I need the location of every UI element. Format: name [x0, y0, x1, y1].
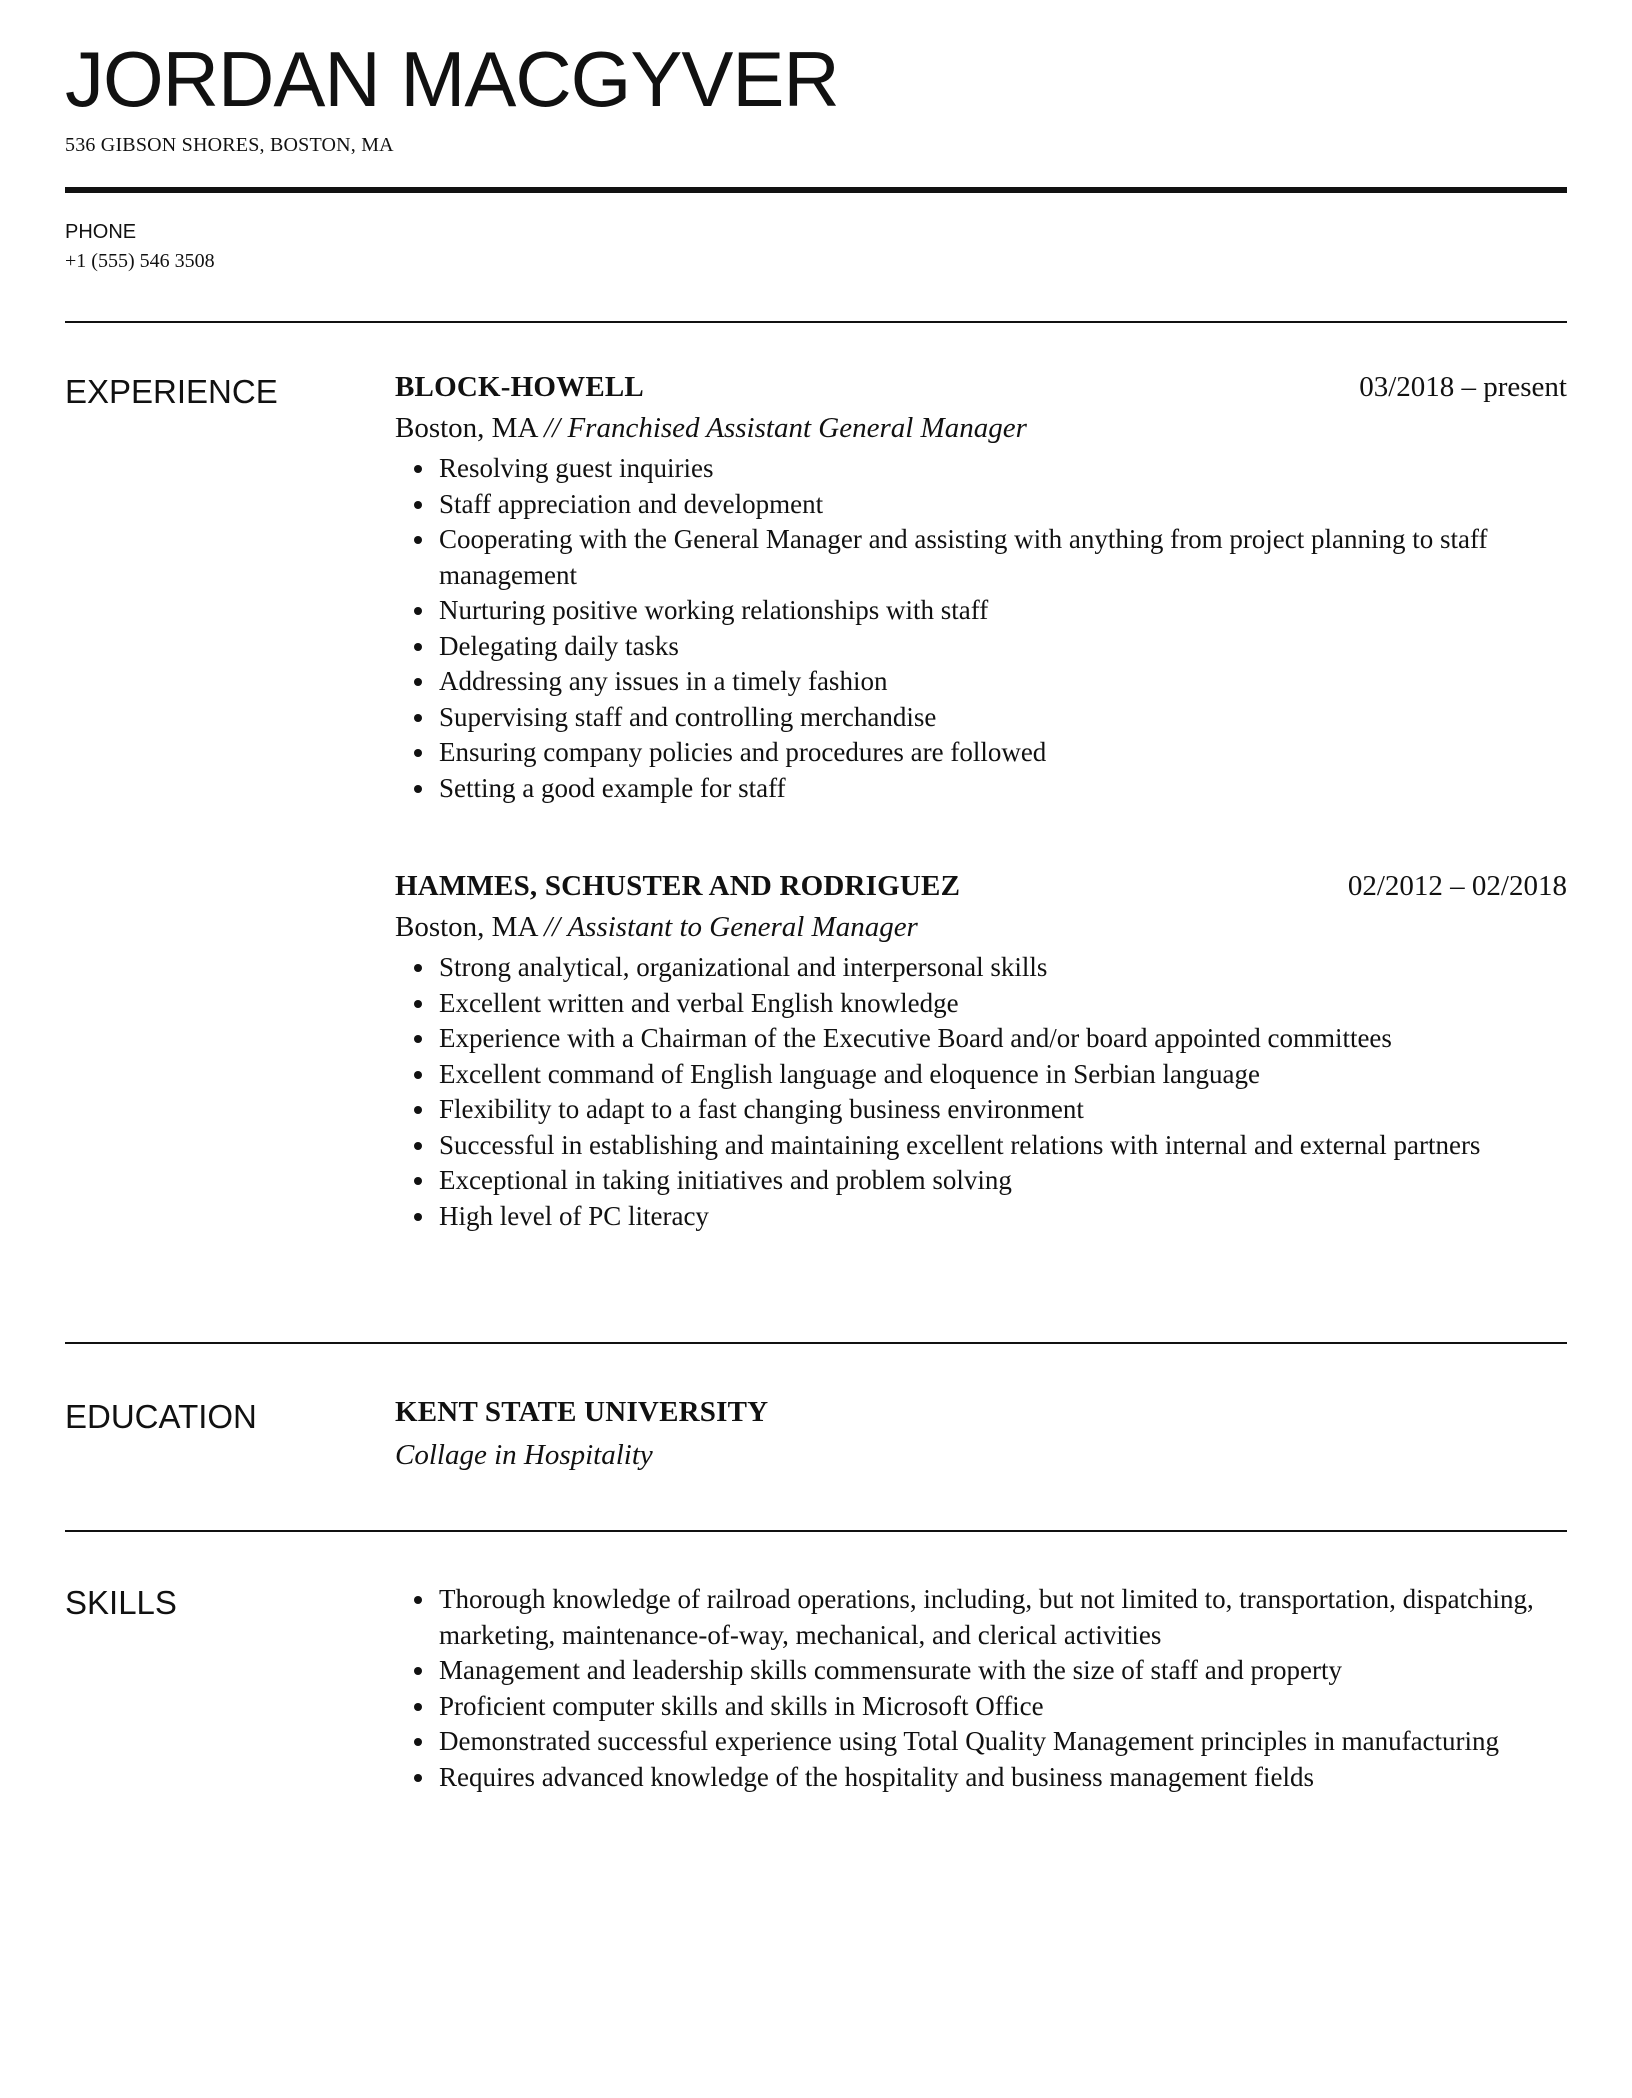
list-item: • Flexibility to adapt to a fast changing business environment [437, 1092, 1567, 1128]
job-dates: 03/2018 – present [1359, 371, 1567, 403]
job-subtitle [395, 412, 1567, 445]
job-header [395, 371, 1567, 404]
list-item: • Resolving guest inquiries [437, 451, 1567, 487]
list-item: • Addressing any issues in a timely fashion [437, 664, 1567, 700]
skills-list [395, 1582, 1567, 1795]
candidate-name: JORDAN MACGYVER [65, 35, 839, 123]
list-item: • Requires advanced knowledge of the hospitality and business management fields [437, 1760, 1567, 1796]
list-item: • Cooperating with the General Manager and assisting with anything from project planning to staff management [437, 522, 1567, 593]
list-item: • Excellent command of English language and eloquence in Serbian language [437, 1057, 1567, 1093]
skills-heading: SKILLS [65, 1584, 177, 1621]
school-name: KENT STATE UNIVERSITY [395, 1396, 769, 1428]
skills-bullets [395, 1582, 1567, 1795]
job-title: Franchised Assistant General Manager [567, 412, 1027, 444]
list-item: • Delegating daily tasks [437, 629, 1567, 665]
list-item: • High level of PC literacy [437, 1199, 1567, 1235]
list-item: • Successful in establishing and maintaining excellent relations with internal and external partners [437, 1128, 1567, 1164]
list-item: • Excellent written and verbal English knowledge [437, 986, 1567, 1022]
job-bullets [395, 451, 1567, 806]
education-entry [395, 1396, 1567, 1530]
job-location: Boston, MA [395, 412, 537, 444]
education-section [65, 1344, 1567, 1530]
list-item: • Demonstrated successful experience using Total Quality Management principles in manufacturing [437, 1724, 1567, 1760]
skills-section [65, 1532, 1567, 1795]
job-location: Boston, MA [395, 911, 537, 943]
list-item: • Staff appreciation and development [437, 487, 1567, 523]
experience-list [395, 371, 1567, 1342]
job-bullets [395, 950, 1567, 1234]
education-heading: EDUCATION [65, 1398, 257, 1435]
list-item: • Experience with a Chairman of the Executive Board and/or board appointed committees [437, 1021, 1567, 1057]
list-item: • Thorough knowledge of railroad operations, including, but not limited to, transportation, dispatching, marketing, maintenance-of-way, mechanical, and clerical activities [437, 1582, 1567, 1653]
phone-value: +1 (555) 546 3508 [65, 250, 215, 272]
experience-section [65, 323, 1567, 1342]
job-entry [395, 870, 1567, 1234]
job-subtitle [395, 911, 1567, 944]
list-item: • Management and leadership skills commensurate with the size of staff and property [437, 1653, 1567, 1689]
company-name: BLOCK-HOWELL [395, 371, 644, 403]
candidate-address: 536 GIBSON SHORES, BOSTON, MA [65, 134, 394, 156]
list-item: • Ensuring company policies and procedures are followed [437, 735, 1567, 771]
list-item: • Nurturing positive working relationships with staff [437, 593, 1567, 629]
job-dates: 02/2012 – 02/2018 [1347, 870, 1567, 902]
job-title: Assistant to General Manager [567, 911, 918, 943]
job-separator: // [544, 911, 561, 943]
experience-heading: EXPERIENCE [65, 373, 278, 410]
list-item: • Strong analytical, organizational and interpersonal skills [437, 950, 1567, 986]
list-item: • Exceptional in taking initiatives and problem solving [437, 1163, 1567, 1199]
job-header [395, 870, 1567, 903]
list-item: • Proficient computer skills and skills in Microsoft Office [437, 1689, 1567, 1725]
list-item: • Setting a good example for staff [437, 771, 1567, 807]
job-separator: // [544, 412, 561, 444]
job-entry [395, 371, 1567, 806]
phone-label: PHONE [65, 221, 137, 243]
degree: Collage in Hospitality [395, 1439, 653, 1471]
company-name: HAMMES, SCHUSTER AND RODRIGUEZ [395, 870, 961, 902]
contact-block [65, 193, 1567, 321]
list-item: • Supervising staff and controlling merchandise [437, 700, 1567, 736]
